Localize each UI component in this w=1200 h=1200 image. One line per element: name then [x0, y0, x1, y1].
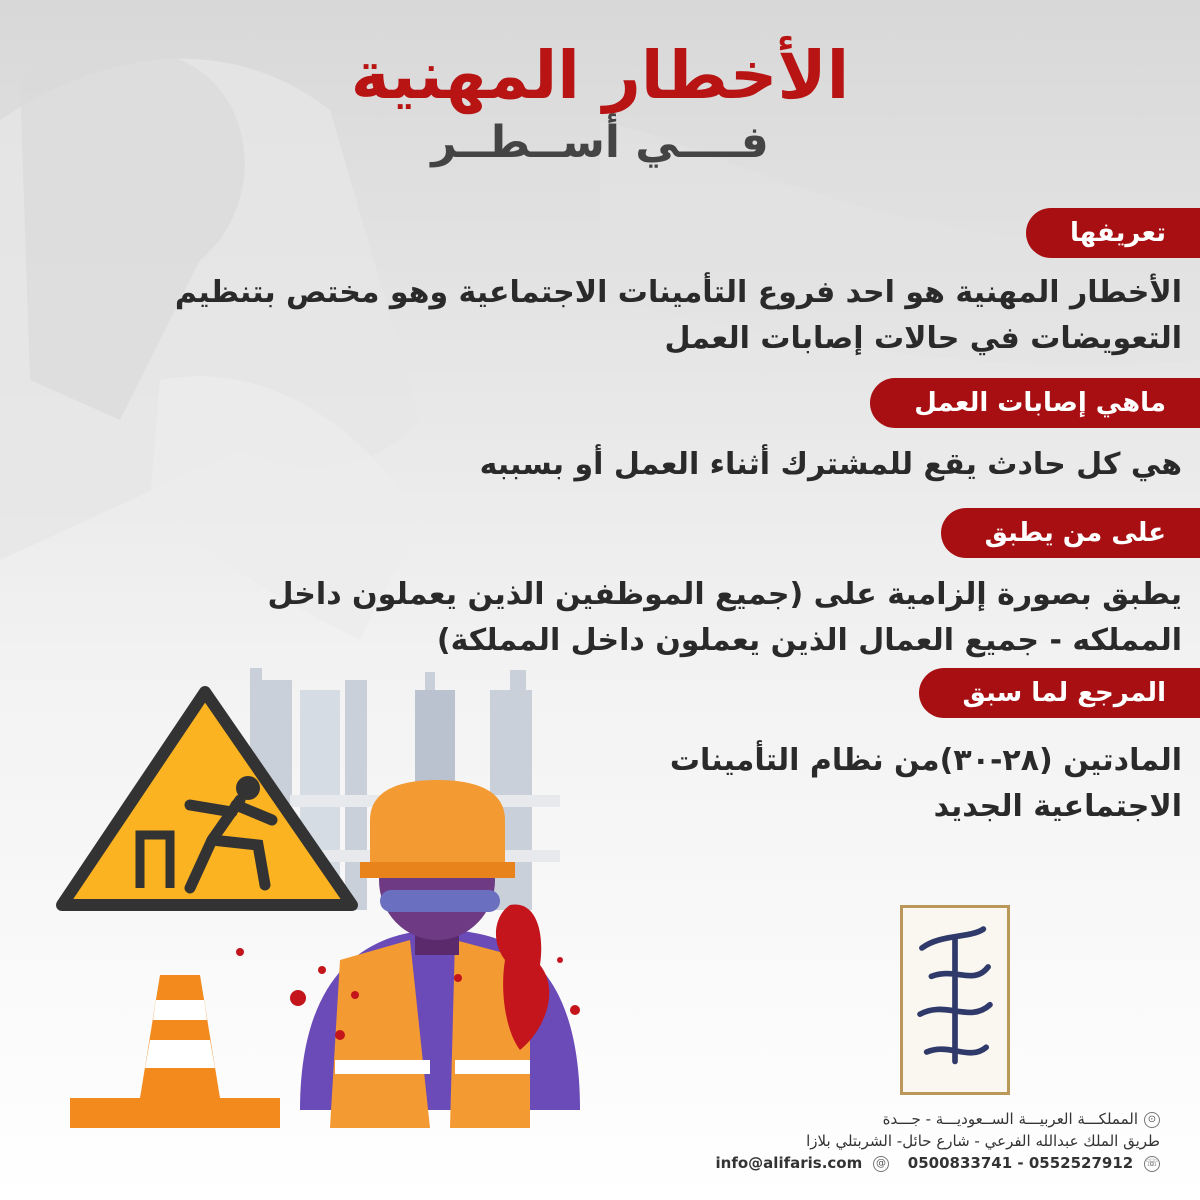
page-title: الأخطار المهنية: [350, 37, 850, 114]
footer-contacts: [716, 1154, 1160, 1172]
body-line: الاجتماعية الجديد: [933, 789, 1182, 824]
body-line: التعويضات في حالات إصابات العمل: [664, 321, 1182, 356]
footer-address: طريق الملك عبدالله الفرعي - شارع حائل- الشربتلي بلازا: [806, 1132, 1160, 1150]
section-heading-applies-to: على من يطبق: [941, 508, 1200, 558]
body-line: الأخطار المهنية هو احد فروع التأمينات الاجتماعية وهو مختص بتنظيم: [174, 275, 1182, 310]
footer-email[interactable]: info@alifaris.com: [715, 1154, 863, 1172]
section-heading-definition: تعريفها: [1026, 208, 1200, 258]
footer-location-text: المملكـــة العربيـــة الســعوديـــة - جـــدة: [882, 1110, 1138, 1128]
section-heading-reference: المرجع لما سبق: [919, 668, 1200, 718]
at-icon: @: [873, 1156, 889, 1172]
footer-phones[interactable]: 0500833741 - 0552527912: [907, 1154, 1134, 1172]
calligraphy-logo-icon: [903, 908, 1007, 1092]
location-pin-icon: ⊙: [1144, 1112, 1160, 1128]
body-line: المملكه - جميع العمال الذين يعملون داخل المملكة): [436, 623, 1182, 658]
body-line: يطبق بصورة إلزامية على (جميع الموظفين الذين يعملون داخل: [267, 577, 1182, 612]
traffic-cone-icon: [70, 975, 280, 1128]
page-subtitle: فــــي أســطــر: [431, 116, 769, 168]
footer-location: [883, 1110, 1160, 1128]
company-logo: [900, 905, 1010, 1095]
section-heading-work-injuries: ماهي إصابات العمل: [870, 378, 1200, 428]
phone-icon: ☏: [1144, 1156, 1160, 1172]
body-line: هي كل حادث يقع للمشترك أثناء العمل أو بسببه: [479, 447, 1182, 482]
body-line: المادتين (٢٨-٣٠)من نظام التأمينات: [669, 743, 1182, 778]
